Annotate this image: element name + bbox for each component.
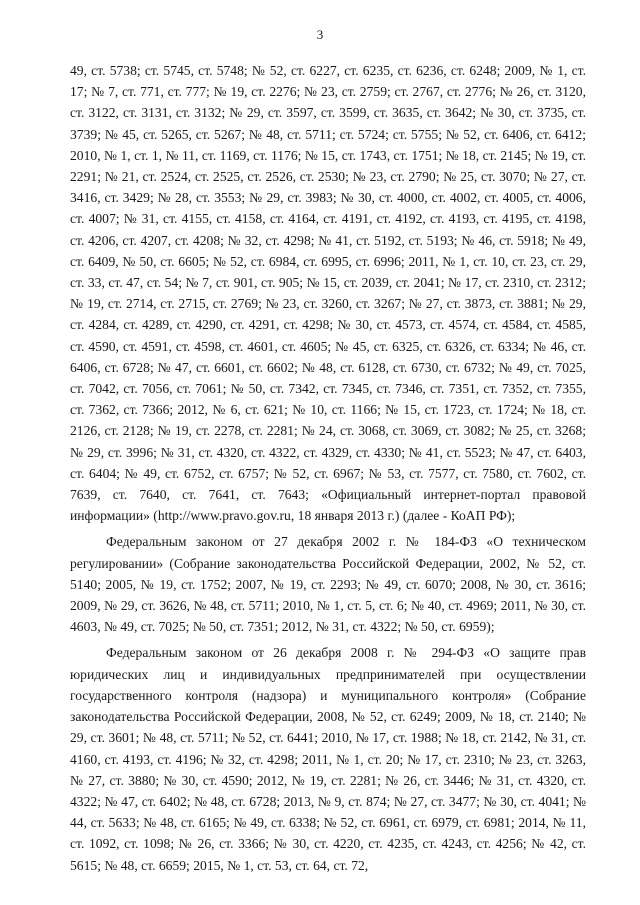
page-number: 3 xyxy=(316,27,324,42)
paragraph-koap-sources: 49, ст. 5738; ст. 5745, ст. 5748; № 52, ст. 6227, ст. 6235, ст. 6236, ст. 6248; 2009, № 1, ст. 17; № 7, ст. 771, ст. 777; № 19, ст. 2276; № 23, ст. 2759; ст. 2767, ст. 2776; № 26, ст. 3120, ст. 3122, ст. 3131, ст. 3132; № 29, ст. 3597, ст. 3599, ст. 3635, ст. 3642; № 30, ст. 3735, ст. 3739; № 45, ст. 5265, ст. 5267; № 48, ст. 5711; ст. 5724; ст. 5755; № 52, ст. 6406, ст. 6412; 2010, № 1, ст. 1, № 11, ст. 1169, ст. 1176; № 15, ст. 1743, ст. 1751; № 18, ст. 2145; № 19, ст. 2291; № 21, ст. 2524, ст. 2525, ст. 2526, ст. 2530; № 23, ст. 2790; № 25, ст. 3070; № 27, ст. 3416, ст. 3429; № 28, ст. 3553; № 29, ст. 3983; № 30, ст. 4000, ст. 4002, ст. 4005, ст. 4006, ст. 4007; № 31, ст. 4155, ст. 4158, ст. 4164, ст. 4191, ст. 4192, ст. 4193, ст. 4195, ст. 4198, ст. 4206, ст. 4207, ст. 4208; № 32, ст. 4298; № 41, ст. 5192, ст. 5193; № 46, ст. 5918; № 49, ст. 6409, № 50, ст. 6605; № 52, ст. 6984, ст. 6995, ст. 6996; 2011, № 1, ст. 10, ст. 23, ст. 29, ст. 33, ст. 47, ст. 54; № 7, ст. 901, ст. 905; № 15, ст. 2039, ст. 2041; № 17, ст. 2310, ст. 2312; № 19, ст. 2714, ст. 2715, ст. 2769; № 23, ст. 3260, ст. 3267; № 27, ст. 3873, ст. 3881; № 29, ст. 4284, ст. 4289, ст. 4290, ст. 4291, ст. 4298; № 30, ст. 4573, ст. 4574, ст. 4584, ст. 4585, ст. 4590, ст. 4591, ст. 4598, ст. 4601, ст. 4605; № 45, ст. 6325, ст. 6326, ст. 6334; № 46, ст. 6406, ст. 6728; № 47, ст. 6601, ст. 6602; № 48, ст. 6128, ст. 6730, ст. 6732; № 49, ст. 7025, ст. 7042, ст. 7056, ст. 7061; № 50, ст. 7342, ст. 7345, ст. 7346, ст. 7351, ст. 7352, ст. 7355, ст. 7362, ст. 7366; 2012, № 6, ст. 621; № 10, ст. 1166; № 15, ст. 1723, ст. 1724; № 18, ст. 2126, ст. 2128; № 19, ст. 2278, ст. 2281; № 24, ст. 3068, ст. 3069, ст. 3082; № 25, ст. 3268; № 29, ст. 3996; № 31, ст. 4320, ст. 4322, ст. 4329, ст. 4330; № 41, ст. 5523; № 47, ст. 6403, ст. 6404; № 49, ст. 6752, ст. 6757; № 52, ст. 6967; № 53, ст. 7577, ст. 7580, ст. 7602, ст. 7639, ст. 7640, ст. 7641, ст. 7643; «Официальный интернет-портал правовой информации» (http://www.pravo.gov.ru, 18 января 2013 г.) (далее - КоАП РФ); xyxy=(70,63,586,524)
document-body xyxy=(70,60,586,881)
paragraph-law-294-fz: Федеральным законом от 26 декабря 2008 г. № 294-ФЗ «О защите прав юридических лиц и индивидуальных предпринимателей при осуществлении государственного контроля (надзора) и муниципального контроля» (Собрание законодательства Российской Федерации, 2008, № 52, ст. 6249; 2009, № 18, ст. 2140; № 29, ст. 3601; № 48, ст. 5711; № 52, ст. 6441; 2010, № 17, ст. 1988; № 18, ст. 2142, № 31, ст. 4160, ст. 4193, ст. 4196; № 32, ст. 4298; 2011, № 1, ст. 20; № 17, ст. 2310; № 23, ст. 3263, № 27, ст. 3880; № 30, ст. 4590; 2012, № 19, ст. 2281; № 26, ст. 3446; № 31, ст. 4320, ст. 4322; № 47, ст. 6402; № 48, ст. 6728; 2013, № 9, ст. 874; № 27, ст. 3477; № 30, ст. 4041; № 44, ст. 5633; № 48, ст. 6165; № 49, ст. 6338; № 52, ст. 6961, ст. 6979, ст. 6981; 2014, № 11, ст. 1092, ст. 1098; № 26, ст. 3366; № 30, ст. 4220, ст. 4235, ст. 4243, ст. 4256; № 42, ст. 5615; № 48, ст. 6659; 2015, № 1, ст. 53, ст. 64, ст. 72, xyxy=(70,645,586,873)
paragraph-law-184-fz: Федеральным законом от 27 декабря 2002 г. № 184-ФЗ «О техническом регулировании» (Собрание законодательства Российской Федерации, 2002, № 52, ст. 5140; 2005, № 19, ст. 1752; 2007, № 19, ст. 2293; № 49, ст. 6070; 2008, № 30, ст. 3616; 2009, № 29, ст. 3626, № 48, ст. 5711; 2010, № 1, ст. 5, ст. 6; № 40, ст. 4969; 2011, № 30, ст. 4603, № 49, ст. 7025; № 50, ст. 7351; 2012, № 31, ст. 4322; № 50, ст. 6959); xyxy=(70,534,586,635)
